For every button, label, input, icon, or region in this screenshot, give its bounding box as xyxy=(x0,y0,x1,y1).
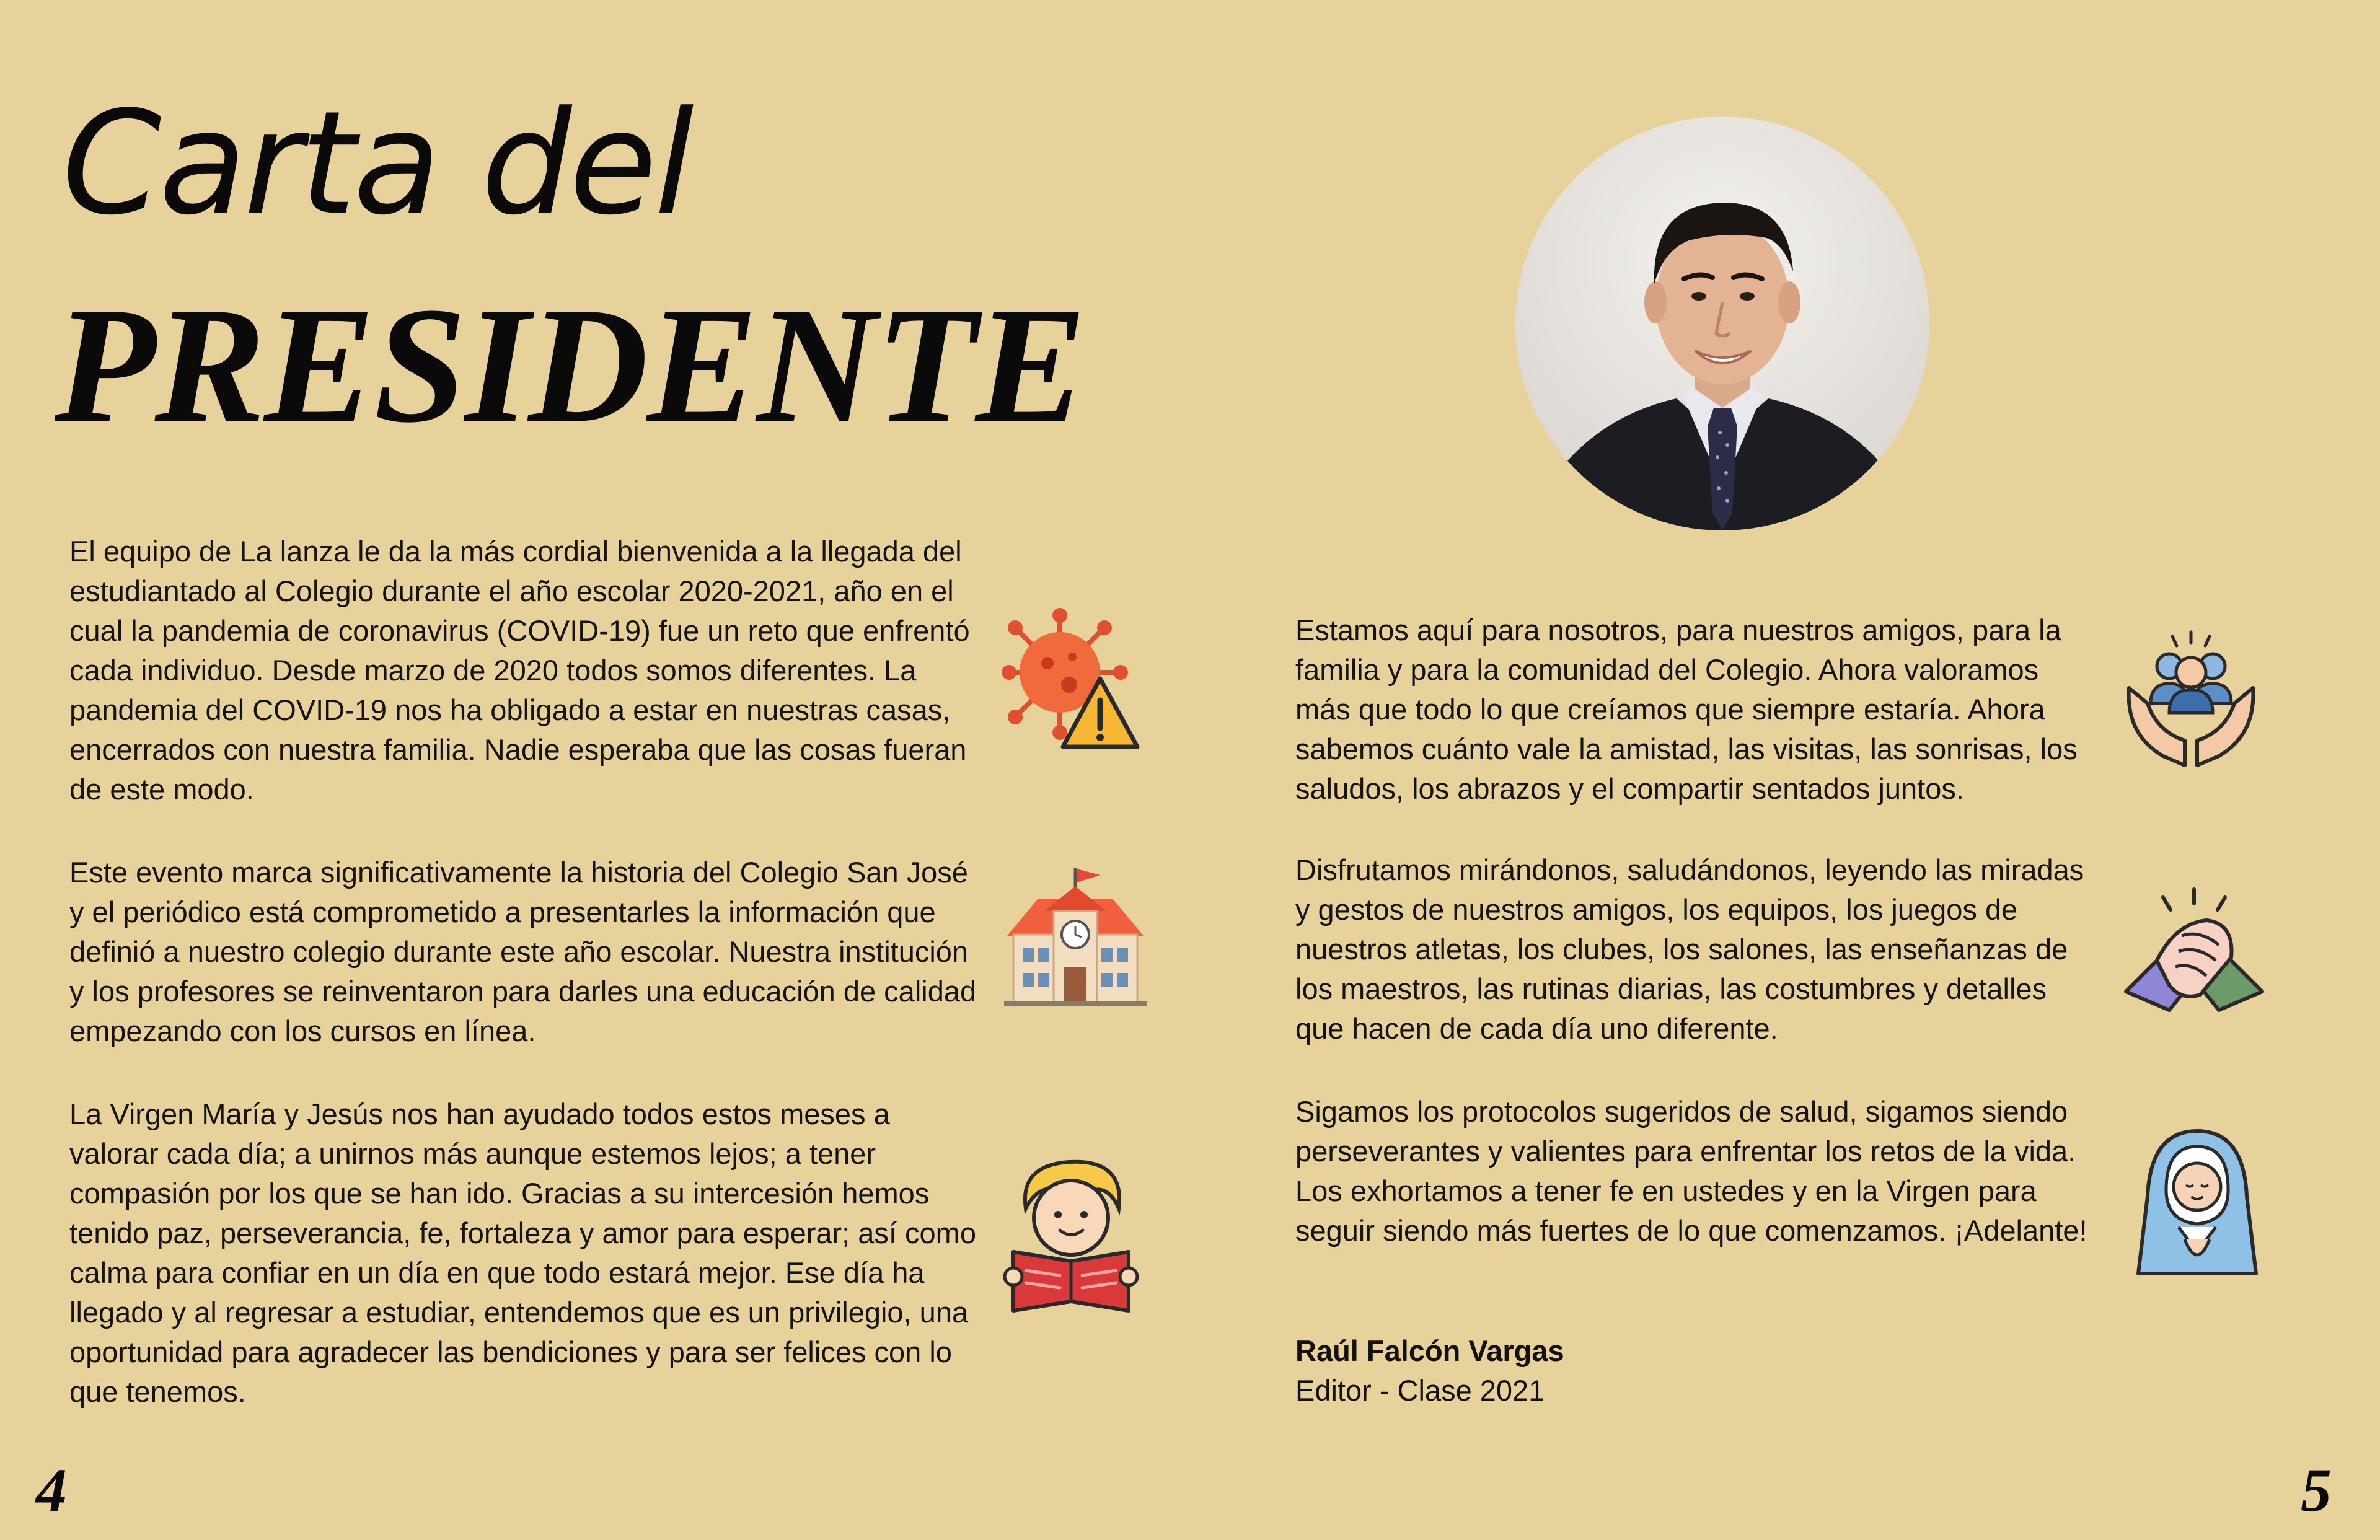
right-paragraph-1: Estamos aquí para nosotros, para nuestros amigos, para la familia y para la comunidad del Colegio. Ahora valoramos más que todo lo que creíamos que siempre estaría. Ahora sabemos cuánto vale la amistad, las visitas, las sonrisas, los saludos, los abrazos y el compartir sentados juntos. xyxy=(1295,614,2078,805)
left-paragraph-3: La Virgen María y Jesús nos han ayudado todos estos meses a valorar cada día; a unirnos más aunque estemos lejos; a tener compasión por los que se han ido. Gracias a su intercesión hemos tenido paz, perseverancia, fe, fortaleza y amor para esperar; así como calma para confiar en un día en que todo estará mejor. Ese día ha llegado y al regresar a estudiar, entendemos que es un privilegio, una oportunidad para agradecer las bendiciones y para ser felices con lo que tenemos. xyxy=(69,1098,976,1408)
right-paragraph-3: Sigamos los protocolos sugeridos de salud, sigamos siendo perseverantes y valientes para enfrentar los retos de la vida. Los exhortamos a tener fe en ustedes y en la Virgen para seguir siendo más fuertes de lo que comenzamos. ¡Adelante! xyxy=(1295,1095,2087,1247)
virgin-mary-icon xyxy=(2135,1128,2259,1280)
handshake-icon xyxy=(2120,886,2268,1038)
signature-role: Editor - Clase 2021 xyxy=(1295,1374,1545,1407)
left-paragraph-2: Este evento marca significativamente la historia del Colegio San José y el periódico está comprometido a presentarles la información que definió a nuestro colegio durante este año escolar. Nuestra institución y los profesores se reinventaron para darles una educación de calidad empezando con los cursos en línea. xyxy=(69,856,977,1047)
left-paragraph-1: El equipo de La lanza le da la más cordial bienvenida a la llegada del estudiantado al Colegio durante el año escolar 2020-2021, año en el cual la pandemia de coronavirus (COVID-19) fue un reto que enfrentó cada individuo. Desde marzo de 2020 todos somos diferentes. La pandemia del COVID-19 nos ha obligado a estar en nuestras casas, encerrados con nuestra familia. Nadie esperaba que las cosas fueran de este modo. xyxy=(69,535,970,806)
community-hands-icon xyxy=(2120,629,2262,775)
president-portrait xyxy=(1515,117,1929,530)
title-line-1: Carta del xyxy=(62,81,692,247)
page-number-right: 5 xyxy=(2301,1456,2332,1525)
virus-warning-icon xyxy=(998,604,1140,756)
right-paragraph-2: Disfrutamos mirándonos, saludándonos, leyendo las miradas y gestos de nuestros amigos, los equipos, los juegos de nuestros atletas, los clubes, los salones, las enseñanzas de los maestros, las rutinas diarias, las costumbres y detalles que hacen de cada día uno diferente. xyxy=(1295,853,2084,1045)
title-line-2: PRESIDENTE xyxy=(55,273,1085,457)
page-number-left: 4 xyxy=(36,1456,67,1525)
reading-child-icon xyxy=(1001,1153,1144,1317)
signature-name: Raúl Falcón Vargas xyxy=(1295,1334,1564,1367)
school-building-icon xyxy=(995,861,1156,1013)
